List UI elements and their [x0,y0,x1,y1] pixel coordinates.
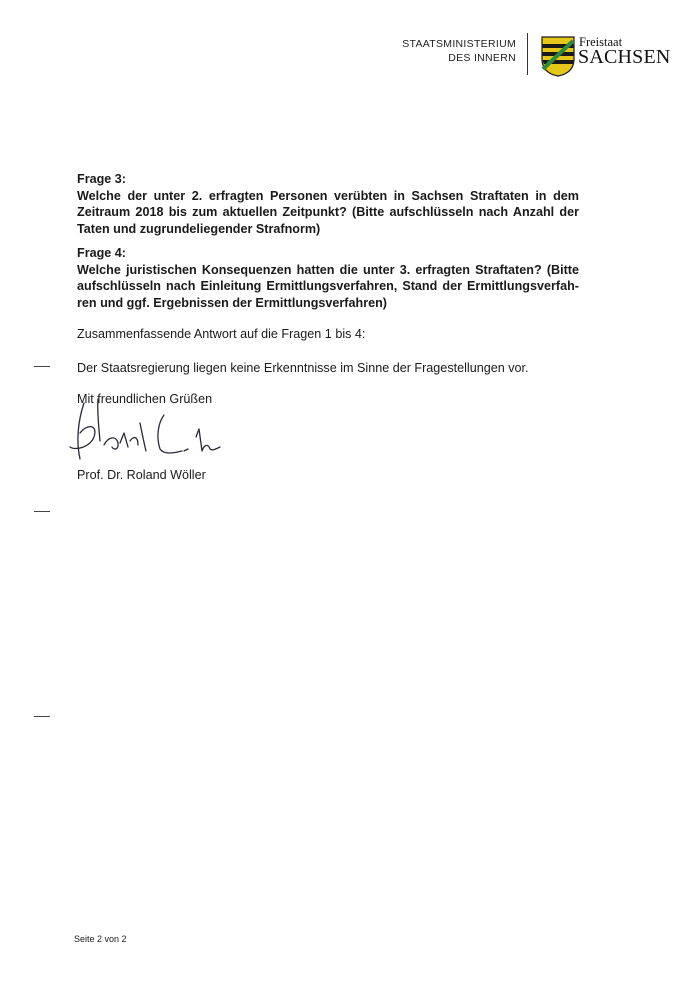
answer-text: Der Staatsregierung liegen keine Erkenntnisse im Sinne der Fragestellungen vor. [77,361,529,375]
question-4-line-3: ren und ggf. Ergebnissen der Ermittlungsverfahren) [77,295,387,310]
saxony-coat-of-arms-icon [540,35,576,77]
ministry-name [402,37,516,65]
signatory-name: Prof. Dr. Roland Wöller [77,468,206,482]
question-3-line-3: Taten und zugrundeliegender Strafnorm) [77,221,321,236]
closing-greeting: Mit freundlichen Grüßen [77,392,213,406]
question-4-label: Frage 4: [77,246,126,260]
page-number: Seite 2 von 2 [74,934,127,944]
question-3-line-2: Zeitraum 2018 bis zum aktuellen Zeitpunkt? (Bitte aufschlüsseln nach Anzahl der [77,205,579,219]
header-divider [527,33,528,75]
answer-intro: Zusammenfassende Antwort auf die Fragen 1 bis 4: [77,327,366,341]
ministry-line-2: DES INNERN [448,52,516,64]
question-4 [77,245,579,311]
brand-freistaat: Freistaat [579,35,623,49]
question-3 [77,171,579,237]
fold-mark-bottom [34,716,50,717]
fold-mark-top [34,366,50,367]
question-3-label: Frage 3: [77,172,126,186]
ministry-line-1: STAATSMINISTERIUM [402,38,516,50]
handwritten-signature [64,393,224,473]
brand-sachsen: SACHSEN [578,46,671,68]
question-4-line-1: Welche juristischen Konsequenzen hatten die unter 3. erfragten Straftaten? (Bitte [77,262,579,277]
fold-mark-middle [34,511,50,512]
question-3-line-1: Welche der unter 2. erfragten Personen verübten in Sachsen Straftaten in dem [77,188,579,203]
question-4-line-2: aufschlüsseln nach Einleitung Ermittlungsverfahren, Stand der Ermittlungsverfah- [77,279,579,293]
